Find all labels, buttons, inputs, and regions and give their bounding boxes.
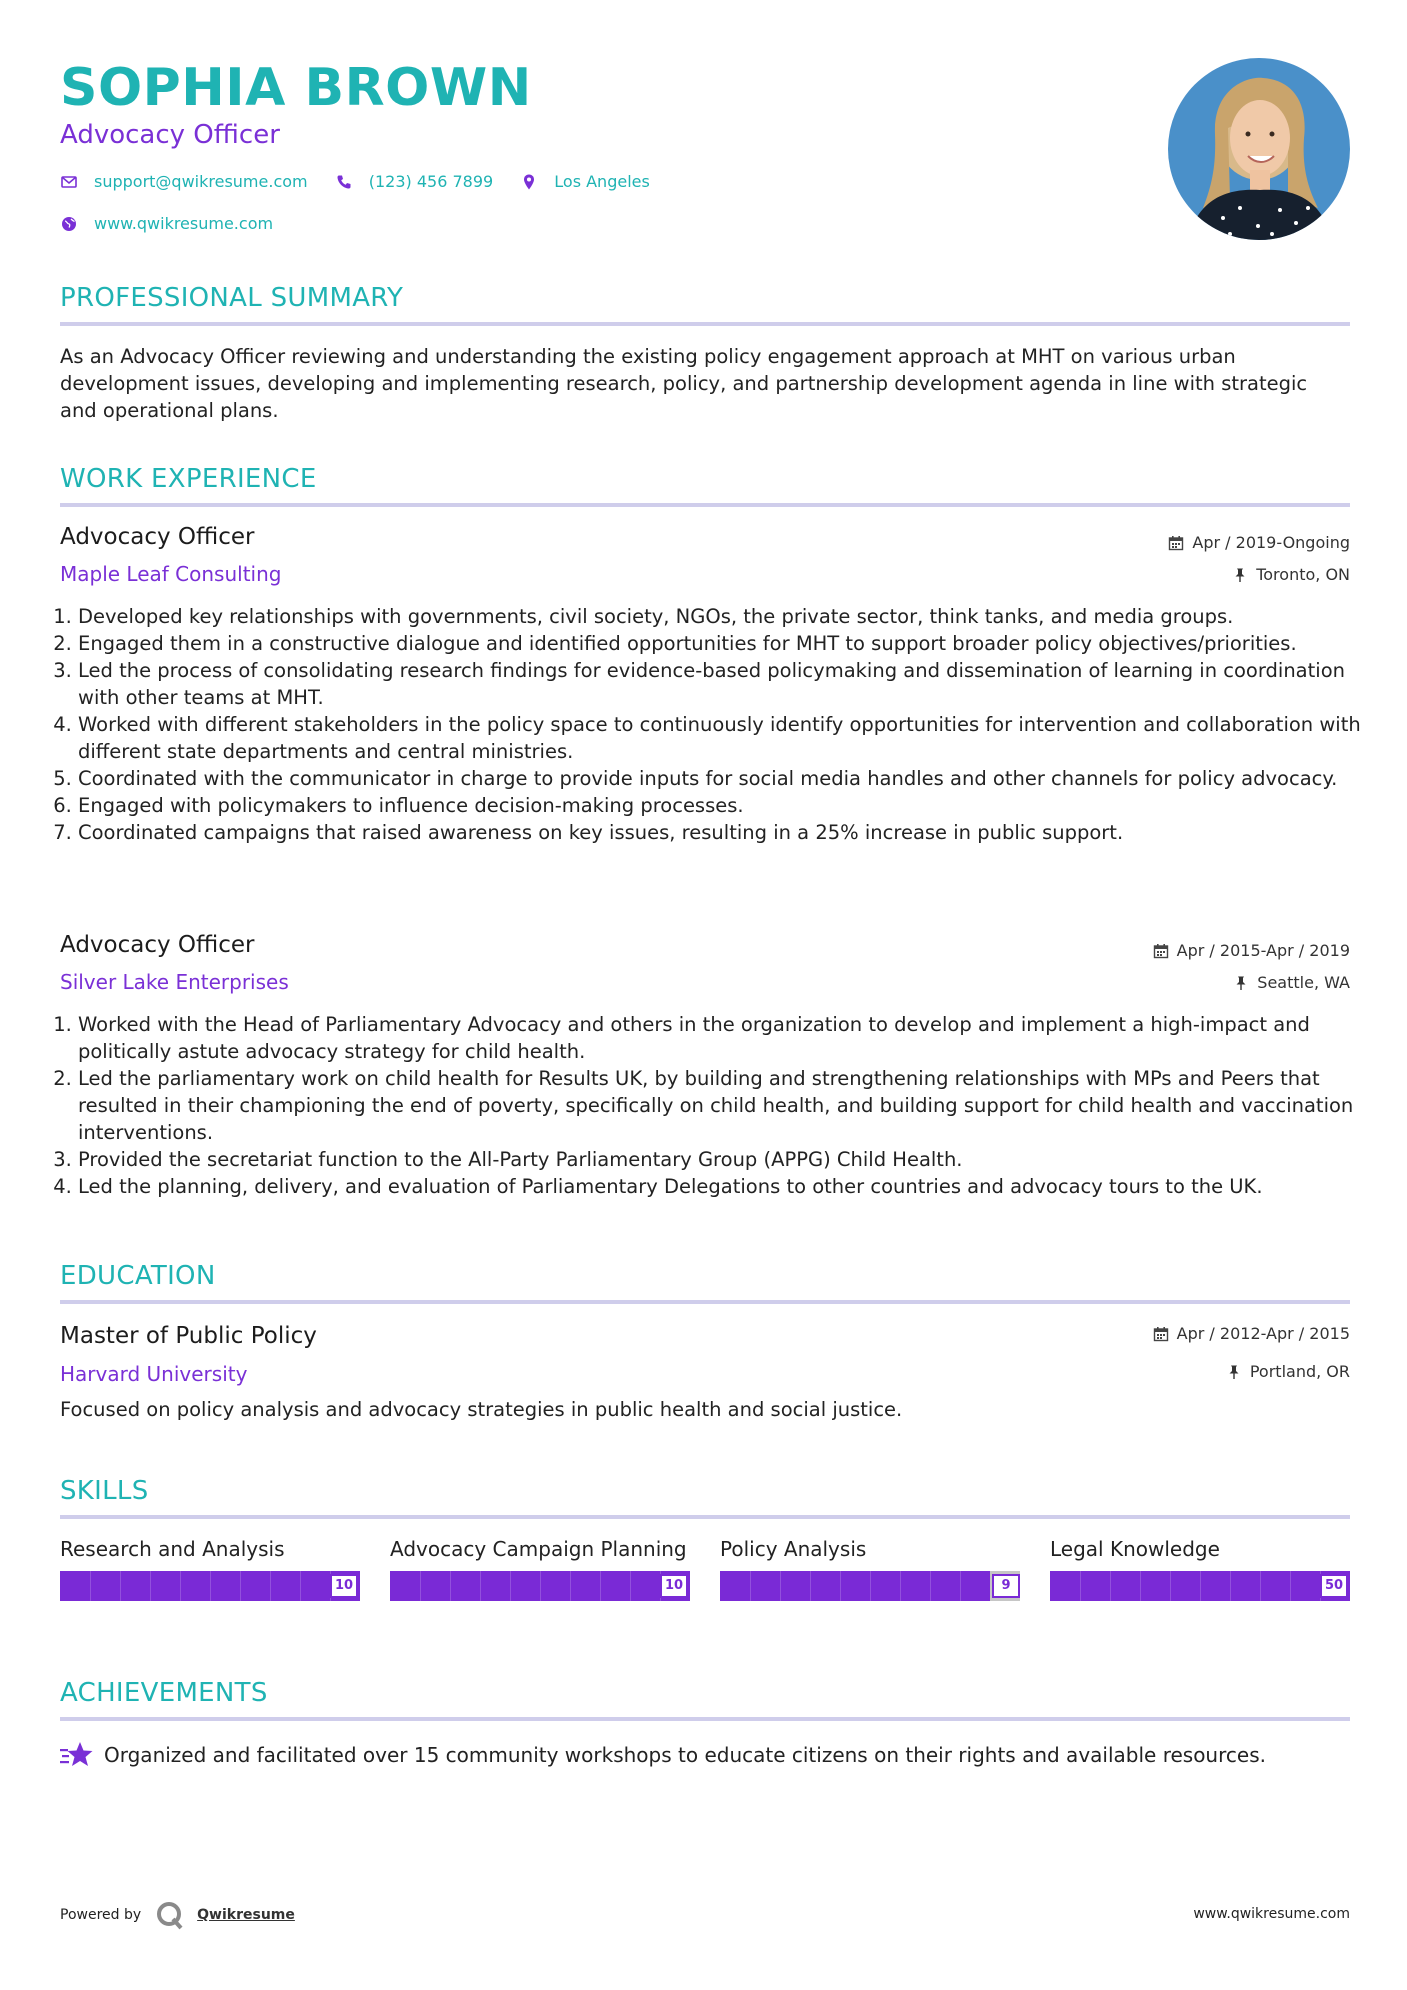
job-dates	[1153, 941, 1350, 960]
skill-bar-segment	[510, 1571, 511, 1601]
achievement-item	[60, 1740, 1266, 1770]
skill-bar-segment	[1230, 1571, 1231, 1601]
section-title-education: EDUCATION	[60, 1261, 216, 1291]
skill-bar-segment	[1170, 1571, 1171, 1601]
skill-bar-segment	[1290, 1571, 1291, 1601]
job-location	[1232, 565, 1350, 584]
location-text: Los Angeles	[554, 172, 650, 191]
skill-item	[60, 1536, 360, 1601]
profile-photo	[1168, 58, 1350, 240]
job-duties-list	[60, 603, 1368, 846]
list-item: 1. Developed key relationships with governments, civil society, NGOs, the private sector, think tanks, and media groups.	[78, 603, 1368, 630]
website-text[interactable]: www.qwikresume.com	[94, 214, 274, 233]
skill-label: Advocacy Campaign Planning	[390, 1537, 687, 1561]
skill-badge: 10	[660, 1574, 688, 1598]
skill-bar-fill	[720, 1571, 990, 1601]
list-item: 3. Led the process of consolidating research findings for evidence-based policymaking and dissemination of learning in coordination with other teams at MHT.	[78, 657, 1368, 711]
skill-label: Policy Analysis	[720, 1537, 867, 1561]
skill-bar-segment	[600, 1571, 601, 1601]
job-dates-text: Apr / 2019-Ongoing	[1192, 533, 1350, 552]
skill-bar	[60, 1571, 360, 1601]
skill-bar-segment	[90, 1571, 91, 1601]
contact-phone[interactable]	[335, 172, 493, 191]
skill-bar-segment	[300, 1571, 301, 1601]
job-location-text: Toronto, ON	[1256, 565, 1350, 584]
skill-bar-segment	[180, 1571, 181, 1601]
skill-badge: 50	[1320, 1574, 1348, 1598]
education-dates-text: Apr / 2012-Apr / 2015	[1176, 1324, 1350, 1343]
skill-bar-segment	[630, 1571, 631, 1601]
skill-bar-segment	[270, 1571, 271, 1601]
education-degree: Master of Public Policy	[60, 1323, 317, 1349]
education-description: Focused on policy analysis and advocacy strategies in public health and social justice.	[60, 1398, 903, 1421]
qwikresume-logo-icon	[155, 1900, 185, 1930]
pushpin-icon	[1226, 1364, 1242, 1380]
skill-item	[720, 1536, 1020, 1601]
achievement-text: Organized and facilitated over 15 community workshops to educate citizens on their rights and available resources.	[104, 1743, 1266, 1767]
skill-bar-segment	[810, 1571, 811, 1601]
section-title-achievements: ACHIEVEMENTS	[60, 1678, 268, 1708]
list-item: 6. Engaged with policymakers to influence decision-making processes.	[78, 792, 1368, 819]
contact-email[interactable]	[60, 172, 308, 191]
skill-bar-segment	[900, 1571, 901, 1601]
skill-bar-segment	[480, 1571, 481, 1601]
job-dates	[1168, 533, 1350, 552]
skill-bar-segment	[210, 1571, 211, 1601]
skill-bar	[1050, 1571, 1350, 1601]
education-location-text: Portland, OR	[1249, 1362, 1350, 1381]
skill-bar-segment	[870, 1571, 871, 1601]
contact-location	[520, 172, 650, 191]
footer-powered-by	[60, 1900, 295, 1930]
job-company: Maple Leaf Consulting	[60, 562, 282, 586]
list-item: 7. Coordinated campaigns that raised awareness on key issues, resulting in a 25% increase in public support.	[78, 819, 1368, 846]
skill-bar-segment	[570, 1571, 571, 1601]
section-title-summary: PROFESSIONAL SUMMARY	[60, 283, 404, 313]
section-divider	[60, 1717, 1350, 1721]
job-title: Advocacy Officer	[60, 524, 255, 550]
section-title-skills: SKILLS	[60, 1476, 149, 1506]
skill-bar-segment	[840, 1571, 841, 1601]
calendar-icon	[1168, 535, 1184, 551]
skill-item	[390, 1536, 690, 1601]
skill-bar-segment	[750, 1571, 751, 1601]
map-pin-icon	[520, 173, 538, 191]
skill-bar-segment	[1110, 1571, 1111, 1601]
skill-badge: 10	[330, 1574, 358, 1598]
globe-icon	[60, 215, 78, 233]
job-company: Silver Lake Enterprises	[60, 970, 289, 994]
list-item: 5. Coordinated with the communicator in charge to provide inputs for social media handles and other channels for policy advocacy.	[78, 765, 1368, 792]
skill-bar-segment	[1140, 1571, 1141, 1601]
section-divider	[60, 1300, 1350, 1304]
skill-bar-segment	[420, 1571, 421, 1601]
list-item: 1. Worked with the Head of Parliamentary Advocacy and others in the organization to develop and implement a high-impact and politically astute advocacy strategy for child health.	[78, 1011, 1368, 1065]
list-item: 3. Provided the secretariat function to the All-Party Parliamentary Group (APPG) Child Health.	[78, 1146, 1368, 1173]
job-title: Advocacy Officer	[60, 932, 255, 958]
calendar-icon	[1153, 943, 1169, 959]
powered-by-text: Powered by	[60, 1907, 142, 1923]
skill-bar-segment	[1260, 1571, 1261, 1601]
list-item: 4. Worked with different stakeholders in the policy space to continuously identify opportunities for intervention and collaboration with different state departments and central ministries.	[78, 711, 1368, 765]
skill-bar	[390, 1571, 690, 1601]
phone-icon	[335, 173, 353, 191]
job-location	[1233, 973, 1350, 992]
contact-row	[60, 172, 672, 195]
skill-bar-segment	[1200, 1571, 1201, 1601]
job-location-text: Seattle, WA	[1257, 973, 1350, 992]
skill-label: Legal Knowledge	[1050, 1537, 1220, 1561]
list-item: 2. Engaged them in a constructive dialogue and identified opportunities for MHT to support broader policy objectives/priorities.	[78, 630, 1368, 657]
contact-website[interactable]	[60, 214, 273, 233]
section-title-experience: WORK EXPERIENCE	[60, 464, 317, 494]
section-divider	[60, 1515, 1350, 1519]
calendar-icon	[1153, 1326, 1169, 1342]
list-item: 2. Led the parliamentary work on child health for Results UK, by building and strengthening relationships with MPs and Peers that resulted in their championing the end of poverty, specifically on child health, and building support for child health and vaccination interventions.	[78, 1065, 1368, 1146]
skill-bar-segment	[960, 1571, 961, 1601]
skill-bar-segment	[150, 1571, 151, 1601]
job-duties-list	[60, 1011, 1368, 1200]
skill-item	[1050, 1536, 1350, 1601]
list-item: 4. Led the planning, delivery, and evaluation of Parliamentary Delegations to other countries and advocacy tours to the UK.	[78, 1173, 1368, 1200]
skill-bar-segment	[540, 1571, 541, 1601]
candidate-name: SOPHIA BROWN	[60, 58, 532, 118]
education-school: Harvard University	[60, 1362, 248, 1386]
skill-bar-segment	[930, 1571, 931, 1601]
pushpin-icon	[1233, 975, 1249, 991]
skill-bar-segment	[1080, 1571, 1081, 1601]
summary-text: As an Advocacy Officer reviewing and understanding the existing policy engagement approach at MHT on various urban development issues, developing and implementing research, policy, and partnership development agenda in line with strategic and operational plans.	[60, 345, 1308, 422]
job-dates-text: Apr / 2015-Apr / 2019	[1176, 941, 1350, 960]
footer-site[interactable]: www.qwikresume.com	[1193, 1906, 1350, 1922]
education-location	[1226, 1362, 1350, 1381]
candidate-title: Advocacy Officer	[60, 120, 280, 150]
section-divider	[60, 503, 1350, 507]
phone-text[interactable]: (123) 456 7899	[368, 172, 494, 191]
brand-link[interactable]: Qwikresume	[197, 1907, 295, 1923]
section-divider	[60, 322, 1350, 326]
email-text[interactable]: support@qwikresume.com	[94, 172, 308, 191]
skill-bar-segment	[450, 1571, 451, 1601]
skill-bar-segment	[780, 1571, 781, 1601]
envelope-icon	[60, 173, 78, 191]
skill-bar-segment	[120, 1571, 121, 1601]
pushpin-icon	[1232, 567, 1248, 583]
education-dates	[1153, 1324, 1350, 1343]
skill-badge: 9	[992, 1574, 1020, 1598]
skill-label: Research and Analysis	[60, 1537, 285, 1561]
skill-bar	[720, 1571, 1020, 1601]
skill-bar-segment	[240, 1571, 241, 1601]
star-icon	[60, 1740, 94, 1770]
